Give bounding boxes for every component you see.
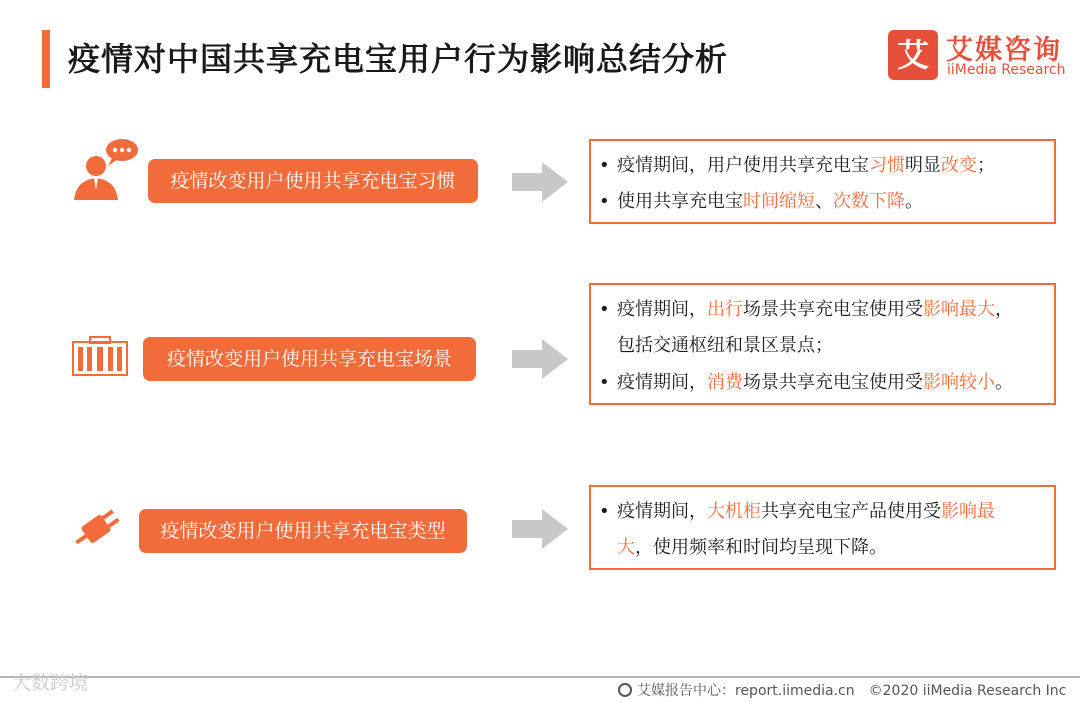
highlight-text: 影响最 (941, 501, 995, 522)
row1-arrow-icon (512, 162, 568, 202)
row3-line-2 (617, 536, 887, 560)
footer-divider (0, 676, 1080, 678)
row3-line-1 (617, 500, 995, 524)
body-text: 明显 (905, 155, 941, 176)
footer-source (618, 680, 1066, 700)
body-text: 疫情期间，用户使用共享充电宝 (617, 155, 869, 176)
row1-line-2 (617, 190, 923, 214)
highlight-text: 次数下降 (833, 191, 905, 212)
row2-line-2 (617, 334, 833, 358)
title-accent-bar (42, 30, 50, 88)
body-text: 疫情期间， (617, 299, 707, 320)
row1-label-pill: 疫情改变用户使用共享充电宝习惯 (148, 159, 478, 203)
row1-detail-box: • 疫情期间，用户使用共享充电宝习惯明显改变； • 使用共享充电宝时间缩短、次数下降。 (589, 139, 1056, 224)
row3-detail-box: • 疫情期间，大机柜共享充电宝产品使用受影响最 大，使用频率和时间均呈现下降。 (589, 485, 1056, 570)
plug-icon (70, 507, 122, 551)
highlight-text: 影响较小 (923, 372, 995, 393)
body-text: 。 (905, 191, 923, 212)
iimedia-logo (888, 30, 1068, 82)
row3-arrow-icon (512, 509, 568, 549)
highlight-text: 消费 (707, 372, 743, 393)
person-chat-icon (72, 138, 140, 202)
highlight-text: 改变 (941, 155, 977, 176)
logo-mark: 艾 (888, 30, 938, 80)
footer-copyright: ©2020 iiMedia Research Inc (868, 683, 1067, 699)
row2-line-3 (617, 371, 1013, 395)
body-text: 。 (995, 372, 1013, 393)
highlight-text: 习惯 (869, 155, 905, 176)
highlight-text: 大机柜 (707, 501, 761, 522)
body-text: 、 (815, 191, 833, 212)
row2-line-1 (617, 298, 1013, 322)
highlight-text: 大 (617, 537, 635, 558)
highlight-text: 影响最大 (923, 299, 995, 320)
watermark-text: 大数跨境 (12, 672, 89, 694)
logo-en-text: iiMedia Research (947, 62, 1066, 78)
highlight-text: 时间缩短 (743, 191, 815, 212)
body-text: 共享充电宝产品使用受 (761, 501, 941, 522)
page-title: 疫情对中国共享充电宝用户行为影响总结分析 (68, 40, 729, 78)
body-text: 使用共享充电宝 (617, 191, 743, 212)
body-text: 疫情期间， (617, 372, 707, 393)
row1-line-1 (617, 154, 995, 178)
body-text: ，使用频率和时间均呈现下降。 (635, 537, 887, 558)
row2-detail-box: • 疫情期间，出行场景共享充电宝使用受影响最大， 包括交通枢纽和景区景点； • 疫情期间，消费场景共享充电宝使用受影响较小。 (589, 283, 1056, 405)
highlight-text: 出行 (707, 299, 743, 320)
row2-arrow-icon (512, 339, 568, 379)
row3-label-pill: 疫情改变用户使用共享充电宝类型 (139, 509, 467, 553)
row2-label-pill: 疫情改变用户使用共享充电宝场景 (143, 337, 476, 381)
building-icon (72, 336, 128, 376)
logo-cn-text: 艾媒咨询 (946, 35, 1062, 66)
body-text: ， (995, 299, 1013, 320)
body-text: 疫情期间， (617, 501, 707, 522)
footer-report-link[interactable]: 艾媒报告中心：report.iimedia.cn (637, 683, 855, 699)
body-text: 场景共享充电宝使用受 (743, 299, 923, 320)
body-text: 包括交通枢纽和景区景点； (617, 335, 833, 356)
body-text: 场景共享充电宝使用受 (743, 372, 923, 393)
globe-icon (618, 683, 632, 697)
body-text: ； (977, 155, 995, 176)
